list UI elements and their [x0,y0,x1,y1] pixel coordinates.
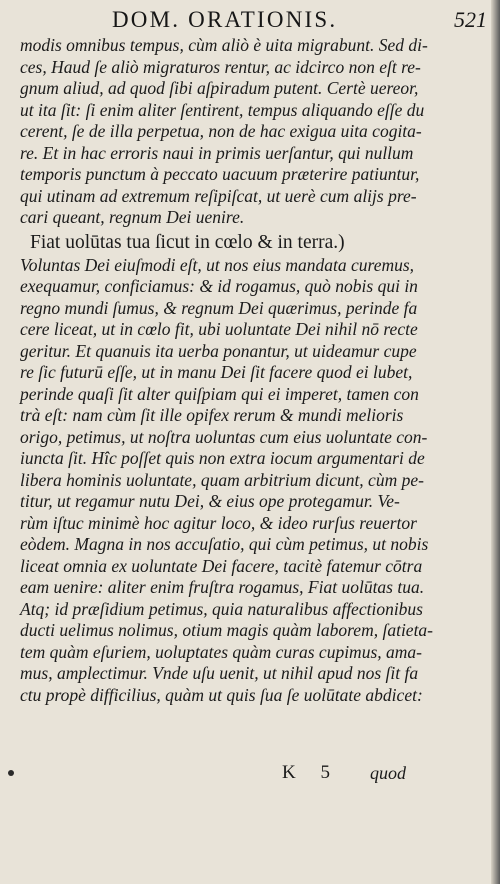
text-line: trà eſt: nam cùm ſit ille opifex rerum & mundi melioris [20,405,404,425]
text-line: ces, Haud ſe aliò migraturos rentur, ac idcirco non eſt re- [20,56,421,77]
text-line: qui utinam ad extremum reſipiſcat, ut uerè cum alijs pre- [20,185,417,206]
text-line: tem quàm eſuriem, uoluptates quàm curas cupimus, ama- [20,641,422,662]
text-line: exequamur, conficiamus: & id rogamus, quò nobis qui in [20,276,418,296]
text-line: Atq; id præſidium petimus, quia naturalibus affectionibus [20,598,423,619]
text-line: rùm iſtuc minimè hoc agitur loco, & ideo rurſus reuertor [20,512,417,533]
text-line: regno mundi ſumus, & regnum Dei quærimus, perinde fa [20,297,418,318]
text-line: ducti uelimus nolimus, otium magis quàm laborem, ſatieta- [20,620,434,640]
text-line: eòdem. Magna in nos accuſatio, qui cùm petimus, ut nobis [20,534,429,554]
running-head [0,5,500,35]
text-line: cerent, ſe de illa perpetua, non de hac exigua uita cogita- [20,121,422,141]
section-heading: Fiat uolūtas tua ſicut in cœlo & in terra.) [30,231,345,253]
signature-mark: K 5 [282,762,340,783]
text-line: re ſic futurū eſſe, ut in manu Dei ſit facere quod ei lubet, [20,362,413,382]
text-line: origo, petimus, ut noſtra uoluntas cum eius uoluntate con- [20,426,428,447]
text-line: eam uenire: aliter enim fruſtra rogamus, Fiat uolūtas tua. [20,577,425,597]
page-number: 521 [454,7,487,32]
text-line: cere liceat, ut in cœlo fit, ubi uoluntate Dei nihil nō recte [20,319,418,339]
text-line: ut ita ſit: ſi enim aliter ſentirent, tempus aliquando eſſe du [20,99,425,120]
catchline [0,762,500,788]
text-line: temporis punctum à peccato uacuum præterire patiuntur, [20,164,420,184]
text-line: perinde quaſi ſit alter quiſpiam qui ei imperet, tamen con [20,383,419,404]
text-line: modis omnibus tempus, cùm aliò è uita migrabunt. Sed di- [20,35,428,55]
text-line: mus, amplectimur. Vnde uſu uenit, ut nihil apud nos ſit fa [20,663,419,683]
text-line: geritur. Et quanuis ita uerba ponantur, ut uideamur cupe [20,340,417,361]
text-line: gnum aliud, ad quod ſibi aſpiradum putent. Certè uereor, [20,78,419,98]
catchword: quod [370,763,406,783]
text-line: libera hominis uoluntate, quam arbitrium dicunt, cùm pe- [20,469,424,490]
text-line: cari queant, regnum Dei uenire. [20,207,245,227]
text-line: ctu propè difficilius, quàm ut quis ſua ſe uolūtate abdicet: [20,684,423,705]
text-line: liceat omnia ex uoluntate Dei facere, tacitè fatemur cōtra [20,555,423,576]
text-line: titur, ut regamur nutu Dei, & eius ope protegamur. Ve- [20,491,400,511]
running-title: DOM. ORATIONIS. [112,7,338,32]
text-line: Voluntas Dei eiuſmodi eſt, ut nos eius mandata curemus, [20,254,415,275]
text-line: re. Et in hac erroris naui in primis uerſantur, qui nullum [20,142,414,163]
body-text [20,35,485,706]
text-line: iuncta ſit. Hîc poſſet quis non extra iocum argumentari de [20,448,425,468]
page-edge-shadow [491,0,500,884]
